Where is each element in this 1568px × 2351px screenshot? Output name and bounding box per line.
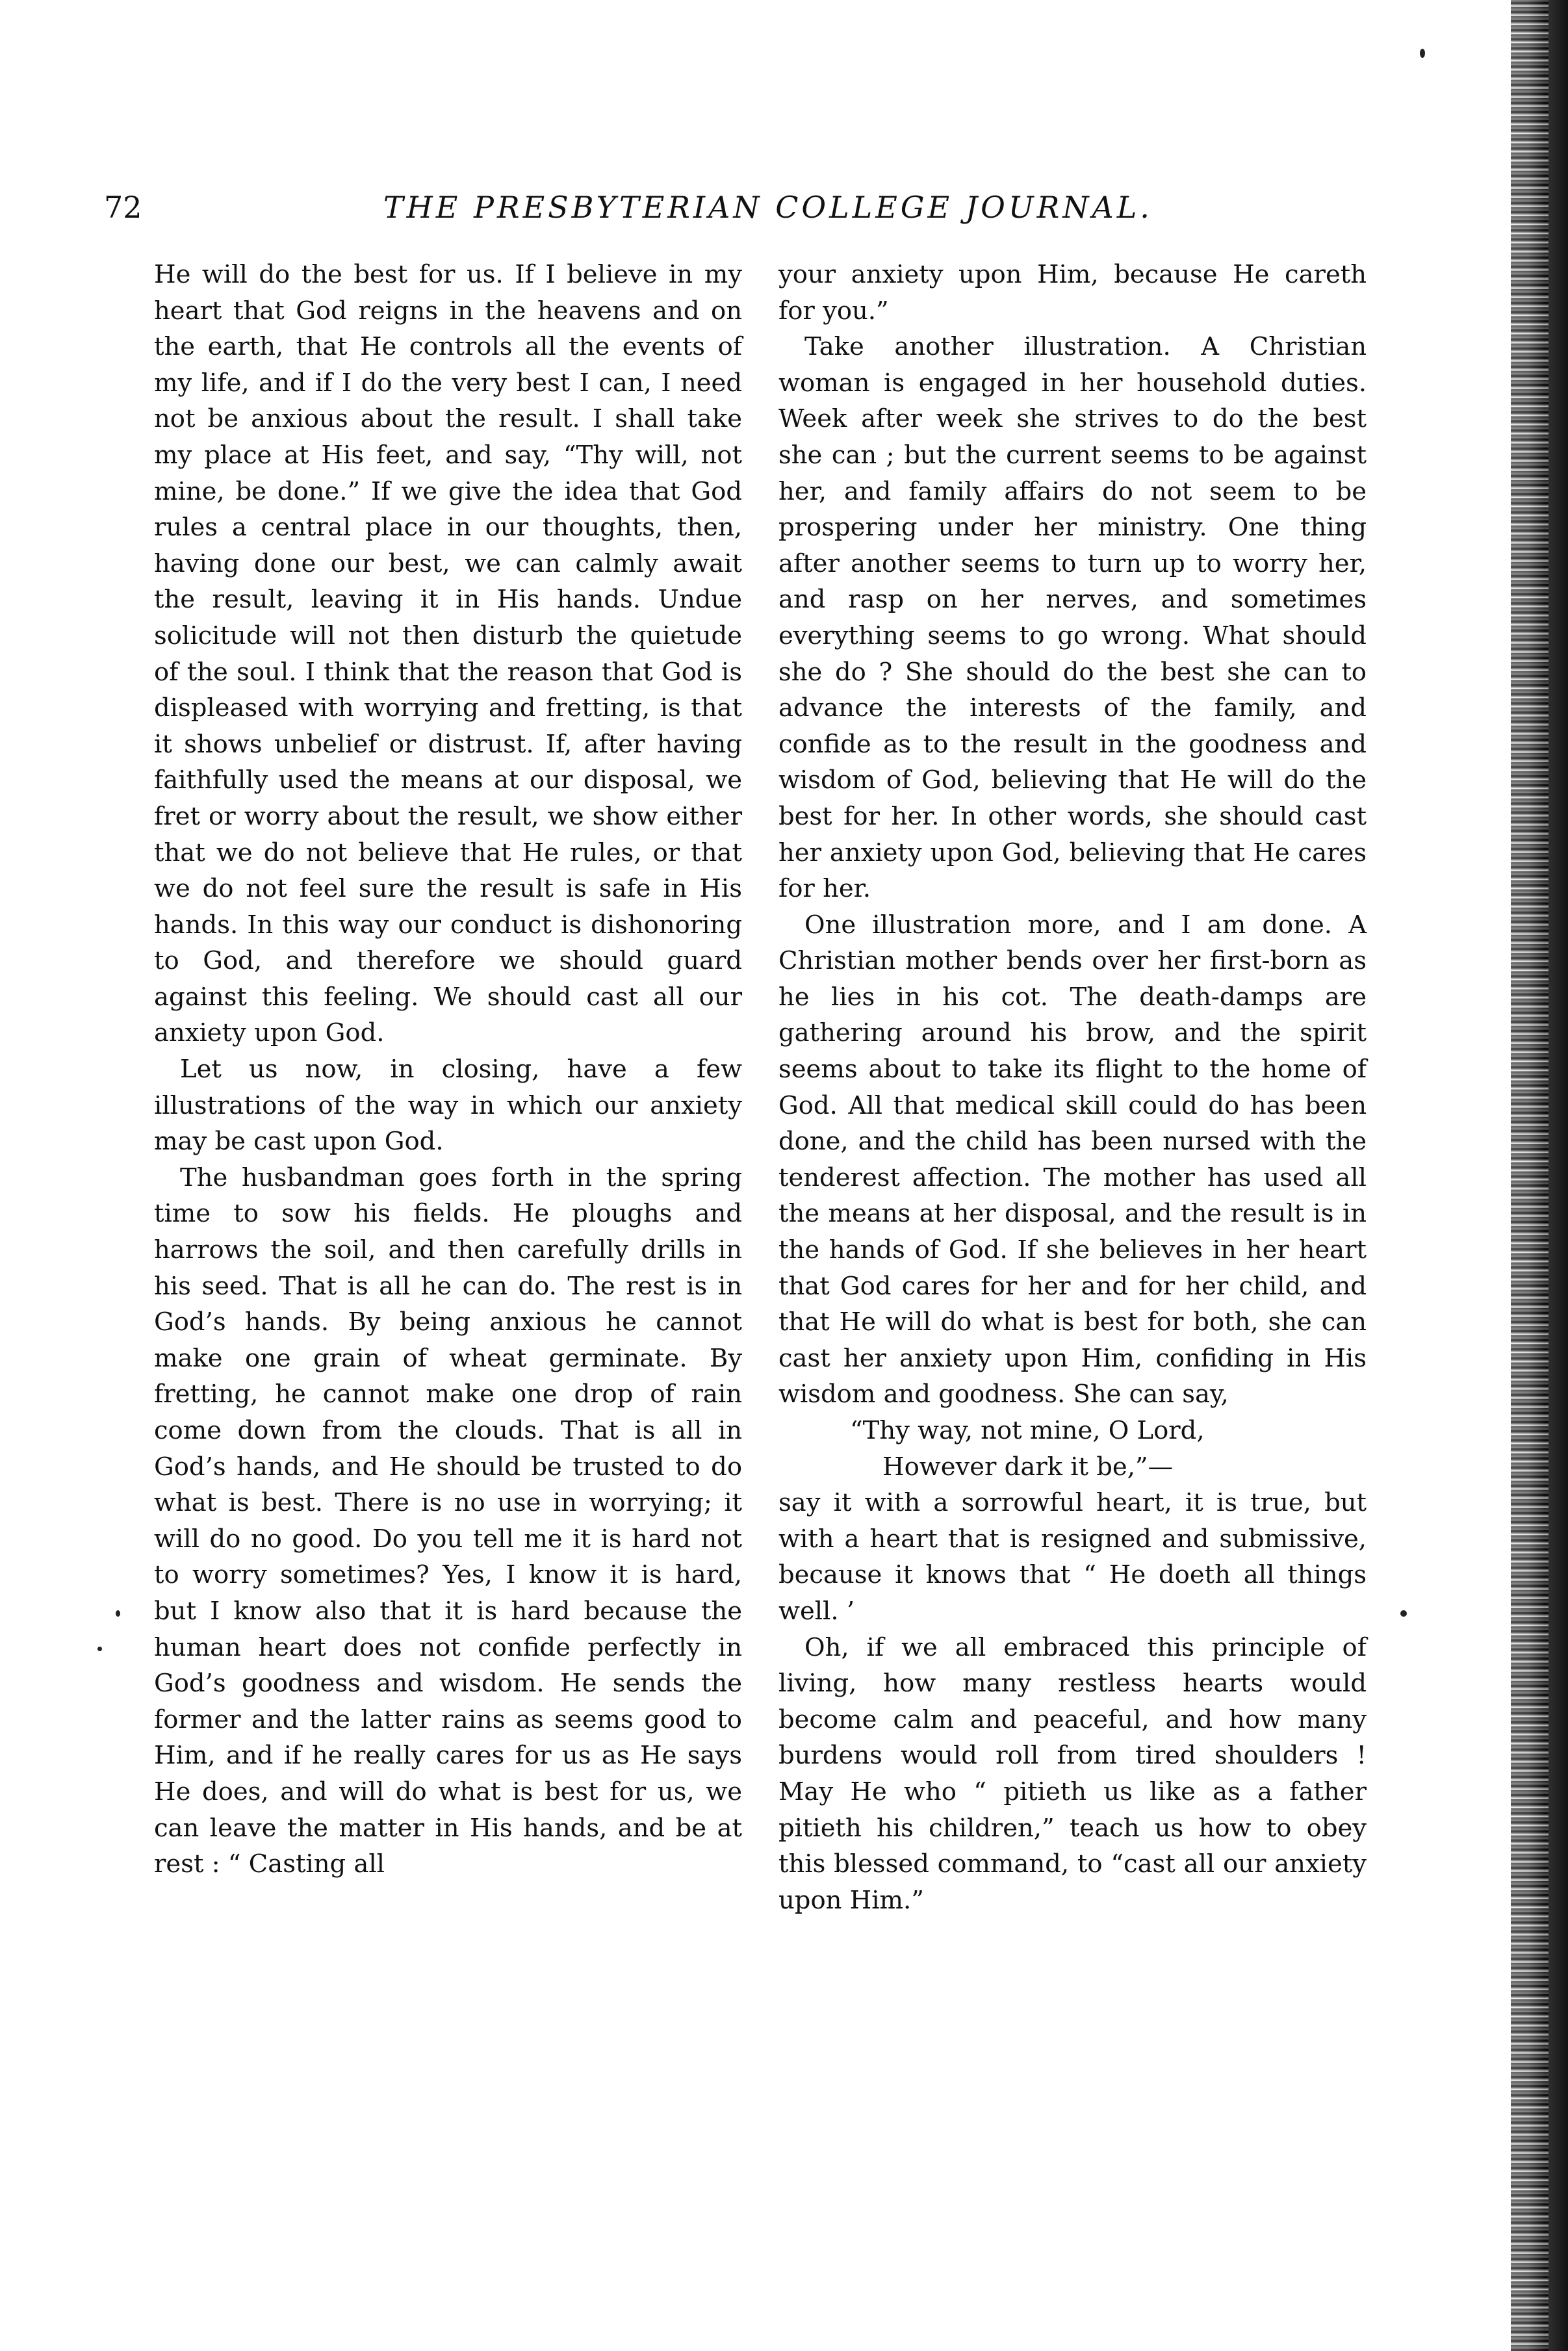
right-column [778,257,1367,1918]
scan-speck [1400,1610,1407,1617]
running-header [104,190,1365,242]
right-paragraph-2: Take another illustration. A Christian woman is engaged in her household duties. Week after week she strives to do the best she can ; but the current seems to be against her, and family affairs do not seem to be prospering under her ministry. One thing after another seems to turn up to worry her, and rasp on her nerves, and sometimes everything seems to go wrong. What should she do ? She should do the best she can to advance the interests of the family, and confide as to the result in the goodness and wisdom of God, believing that He will do the best for her. In other words, she should cast her anxiety upon God, believing that He cares for her. [778,332,1367,904]
scan-speck [97,1647,102,1651]
right-paragraph-4: say it with a sorrowful heart, it is true, but with a heart that is resigned and submissive, because it knows that “ He doeth all things well. ’ [778,1488,1367,1626]
journal-title: THE PRESBYTERIAN COLLEGE JOURNAL. [383,190,1153,225]
verse-quote [778,1413,1367,1485]
right-paragraph-1: your anxiety upon Him, because He careth for you.” [778,260,1367,326]
verse-line-2: However dark it be,”— [882,1452,1174,1482]
scan-edge-noise [1511,0,1549,2351]
scan-speck [1420,49,1425,58]
left-paragraph-3: The husbandman goes forth in the spring time to sow his fields. He ploughs and harrows the soil, and then carefully drills in his seed. That is all he can do. The rest is in God’s hands. By being anxious he cannot make one grain of wheat germinate. By fretting, he cannot make one drop of rain come down from the clouds. That is all in God’s hands, and He should be trusted to do what is best. There is no use in worrying; it will do no good. Do you tell me it is hard not to worry sometimes? Yes, I know it is hard, but I know also that it is hard because the human heart does not confide perfectly in God’s goodness and wisdom. He sends the former and the latter rains as seems good to Him, and if he really cares for us as He says He does, and will do what is best for us, we can leave the matter in His hands, and be at rest : “ Casting all [154,1163,742,1879]
left-paragraph-1: He will do the best for us. If I believe in my heart that God reigns in the heavens and on the earth, that He controls all the events of my life, and if I do the very best I can, I need not be anxious about the result. I shall take my place at His feet, and say, “Thy will, not mine, be done.” If we give the idea that God rules a central place in our thoughts, then, having done our best, we can calmly await the result, leaving it in His hands. Undue solicitude will not then disturb the quietude of the soul. I think that the reason that God is displeased with worrying and fretting, is that it shows unbelief or distrust. If, after having faithfully used the means at our disposal, we fret or worry about the result, we show either that we do not believe that He rules, or that we do not feel sure the result is safe in His hands. In this way our conduct is dishonoring to God, and therefore we should guard against this feeling. We should cast all our anxiety upon God. [154,260,742,1048]
right-paragraph-5: Oh, if we all embraced this principle of living, how many restless hearts would become calm and peaceful, and how many burdens would roll from tired shoulders ! May He who “ pitieth us like as a father pitieth his children,” teach us how to obey this blessed command, to “cast all our anxiety upon Him.” [778,1632,1367,1915]
verse-line-1: “Thy way, not mine, O Lord, [850,1416,1205,1445]
page-number: 72 [104,190,142,225]
scan-speck [116,1610,120,1617]
left-column [154,257,742,1882]
left-paragraph-2: Let us now, in closing, have a few illustrations of the way in which our anxiety may be cast upon God. [154,1055,742,1157]
right-paragraph-3: One illustration more, and I am done. A Christian mother bends over her first-born as he lies in his cot. The death-damps are gathering around his brow, and the spirit seems about to take its flight to the home of God. All that medical skill could do has been done, and the child has been nursed with the tenderest affection. The mother has used all the means at her disposal, and the result is in the hands of God. If she believes in her heart that God cares for her and for her child, and that He will do what is best for both, she can cast her anxiety upon Him, confiding in His wisdom and goodness. She can say, [778,910,1367,1409]
